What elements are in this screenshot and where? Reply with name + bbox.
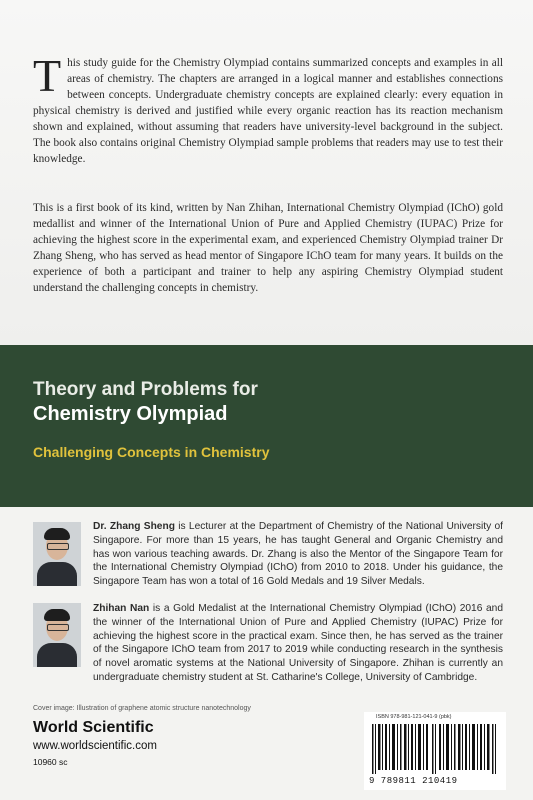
author-photo-nan xyxy=(33,603,81,667)
author-bio-zhang xyxy=(93,520,503,589)
cover-image-credit: Cover image: Illustration of graphene atomic structure nanotechnology xyxy=(33,705,251,712)
author-name-nan: Zhihan Nan xyxy=(93,603,150,614)
barcode-icon xyxy=(372,724,498,774)
author-name-zhang: Dr. Zhang Sheng xyxy=(93,521,175,532)
publisher-logo: World Scientific xyxy=(33,719,154,736)
author-bio-text-nan: is a Gold Medalist at the International Chemistry Olympiad (IChO) 2016 and the winner of the International Union of Pure and Applied Chemistry (IUPAC) Prize for achieving the highest score in the practical exam. Since then, he has served as the trainer of the Singapore IChO team from 2017 to 2019 while conducting research in the synthesis of novel aromatic systems at the National University of Singapore. Zhihan is currently an undergraduate chemistry student at St. Catharine's College, University of Cambridge. xyxy=(93,603,503,683)
intro-paragraph-2: This is a first book of its kind, written by Nan Zhihan, International Chemistry Olympiad (IChO) gold medallist and winner of the International Union of Pure and Applied Chemistry (IUPAC) Prize for achieving the highest score in the experimental exam, and experienced Chemistry Olympiad trainer Dr Zhang Sheng, who has served as head mentor of Singapore IChO team for many years. It builds on the experience of both a participant and trainer to help any aspiring Chemistry Olympiad student understand the challenging concepts in chemistry. xyxy=(33,202,503,294)
title-band xyxy=(0,345,533,507)
book-subtitle: Challenging Concepts in Chemistry xyxy=(33,444,270,460)
book-title-line-2: Chemistry Olympiad xyxy=(33,403,228,425)
product-code: 10960 sc xyxy=(33,757,68,767)
publisher-website: www.worldscientific.com xyxy=(33,740,157,752)
author-photo-zhang xyxy=(33,522,81,586)
barcode-number: 9 789811 210419 xyxy=(369,776,458,786)
intro-paragraph-1 xyxy=(33,50,503,167)
author-bio-nan xyxy=(93,602,503,685)
isbn-label: ISBN 978-981-121-041-9 (pbk) xyxy=(376,714,452,720)
author-bio-text-zhang: is Lecturer at the Department of Chemistry of the National University of Singapore. For more than 15 years, he has taught General and Organic Chemistry and has won various teaching awards. Dr. Zhang is also the Mentor of the Singapore Team for the International Chemistry Olympiad (IChO) from 2010 to 2018. Under his guidance, the Singapore Team has won a total of 16 Gold Medals and 19 Silver Medals. xyxy=(93,521,503,588)
intro-text-1: his study guide for the Chemistry Olympiad contains summarized concepts and examples in all areas of chemistry. The chapters are arranged in a logical manner and establishes connections between concepts. Undergraduate chemistry concepts are explained clearly: every equation in physical chemistry is derived and justified while every organic reaction has its reaction mechanism shown and explained, without assuming that readers have university-level background in the subject. The book also contains original Chemistry Olympiad sample problems that readers may use to test their knowledge. xyxy=(33,57,503,165)
book-title-line-1: Theory and Problems for xyxy=(33,379,258,400)
drop-cap: T xyxy=(33,50,62,101)
